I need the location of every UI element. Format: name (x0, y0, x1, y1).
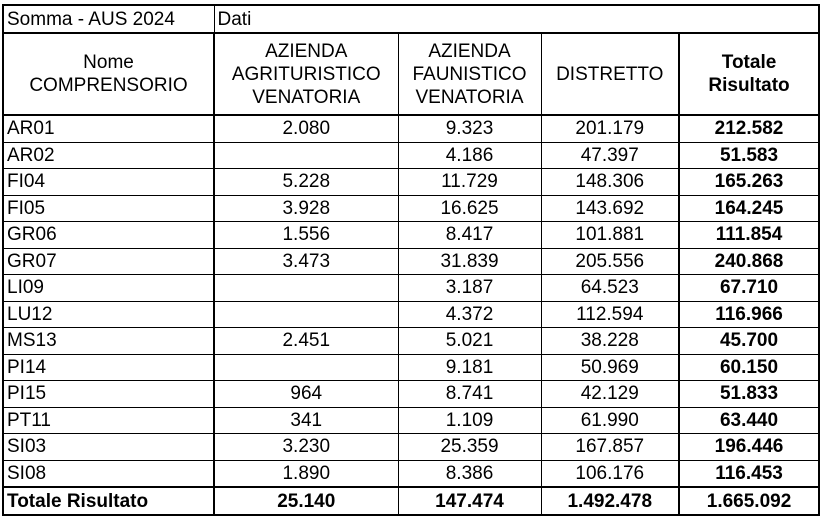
distretto-cell[interactable]: 50.969 (541, 354, 679, 381)
table-row (3, 275, 819, 302)
row-total-cell[interactable]: 240.868 (679, 248, 819, 275)
row-name-cell[interactable]: PT11 (3, 407, 214, 434)
agrituristico-cell[interactable]: 2.080 (214, 115, 398, 142)
row-total-cell[interactable]: 164.245 (679, 195, 819, 222)
row-name-cell[interactable]: AR02 (3, 142, 214, 169)
data-field-label[interactable]: Dati (214, 5, 819, 33)
distretto-cell[interactable]: 64.523 (541, 275, 679, 302)
agrituristico-cell[interactable] (214, 354, 398, 381)
agrituristico-cell[interactable]: 1.556 (214, 222, 398, 249)
row-name-cell[interactable]: FI04 (3, 169, 214, 196)
pivot-table (2, 4, 820, 516)
table-row (3, 301, 819, 328)
faunistico-cell[interactable]: 9.323 (398, 115, 541, 142)
table-row (3, 142, 819, 169)
distretto-cell[interactable]: 38.228 (541, 328, 679, 355)
row-total-cell[interactable]: 165.263 (679, 169, 819, 196)
distretto-cell[interactable]: 42.129 (541, 381, 679, 408)
row-name-cell[interactable]: GR07 (3, 248, 214, 275)
row-total-cell[interactable]: 51.833 (679, 381, 819, 408)
row-total-cell[interactable]: 111.854 (679, 222, 819, 249)
grand-total-agrituristico[interactable]: 25.140 (214, 487, 398, 515)
row-total-cell[interactable]: 196.446 (679, 434, 819, 461)
agrituristico-cell[interactable]: 1.890 (214, 460, 398, 487)
row-name-cell[interactable]: SI08 (3, 460, 214, 487)
distretto-cell[interactable]: 47.397 (541, 142, 679, 169)
grand-total-label[interactable]: Totale Risultato (3, 487, 214, 515)
table-row (3, 222, 819, 249)
faunistico-cell[interactable]: 8.417 (398, 222, 541, 249)
faunistico-cell[interactable]: 25.359 (398, 434, 541, 461)
grand-total-row (3, 487, 819, 515)
agrituristico-cell[interactable]: 3.928 (214, 195, 398, 222)
row-total-cell[interactable]: 67.710 (679, 275, 819, 302)
row-name-cell[interactable]: LI09 (3, 275, 214, 302)
row-total-cell[interactable]: 116.966 (679, 301, 819, 328)
row-name-cell[interactable]: FI05 (3, 195, 214, 222)
faunistico-cell[interactable]: 8.741 (398, 381, 541, 408)
row-name-cell[interactable]: PI14 (3, 354, 214, 381)
row-name-cell[interactable]: GR06 (3, 222, 214, 249)
faunistico-cell[interactable]: 9.181 (398, 354, 541, 381)
table-row (3, 248, 819, 275)
distretto-cell[interactable]: 205.556 (541, 248, 679, 275)
faunistico-cell[interactable]: 5.021 (398, 328, 541, 355)
pivot-title-row (3, 5, 819, 33)
row-total-cell[interactable]: 212.582 (679, 115, 819, 142)
agrituristico-cell[interactable] (214, 301, 398, 328)
col-header-agrituristico[interactable]: AZIENDA AGRITURISTICO VENATORIA (214, 33, 398, 115)
col-header-distretto[interactable]: DISTRETTO (541, 33, 679, 115)
table-row (3, 328, 819, 355)
table-row (3, 354, 819, 381)
distretto-cell[interactable]: 101.881 (541, 222, 679, 249)
agrituristico-cell[interactable]: 2.451 (214, 328, 398, 355)
agrituristico-cell[interactable] (214, 142, 398, 169)
row-name-cell[interactable]: PI15 (3, 381, 214, 408)
row-header-nome-comprensorio[interactable]: Nome COMPRENSORIO (3, 33, 214, 115)
agrituristico-cell[interactable]: 964 (214, 381, 398, 408)
grand-total-faunistico[interactable]: 147.474 (398, 487, 541, 515)
table-row (3, 169, 819, 196)
faunistico-cell[interactable]: 3.187 (398, 275, 541, 302)
distretto-cell[interactable]: 61.990 (541, 407, 679, 434)
row-total-cell[interactable]: 51.583 (679, 142, 819, 169)
agrituristico-cell[interactable]: 5.228 (214, 169, 398, 196)
row-total-cell[interactable]: 63.440 (679, 407, 819, 434)
grand-total-value[interactable]: 1.665.092 (679, 487, 819, 515)
row-name-cell[interactable]: SI03 (3, 434, 214, 461)
agrituristico-cell[interactable]: 3.473 (214, 248, 398, 275)
row-total-cell[interactable]: 45.700 (679, 328, 819, 355)
faunistico-cell[interactable]: 4.186 (398, 142, 541, 169)
table-row (3, 460, 819, 487)
faunistico-cell[interactable]: 1.109 (398, 407, 541, 434)
faunistico-cell[interactable]: 4.372 (398, 301, 541, 328)
faunistico-cell[interactable]: 11.729 (398, 169, 541, 196)
row-name-cell[interactable]: MS13 (3, 328, 214, 355)
faunistico-cell[interactable]: 16.625 (398, 195, 541, 222)
agrituristico-cell[interactable]: 3.230 (214, 434, 398, 461)
table-row (3, 381, 819, 408)
distretto-cell[interactable]: 167.857 (541, 434, 679, 461)
table-row (3, 434, 819, 461)
distretto-cell[interactable]: 148.306 (541, 169, 679, 196)
table-row (3, 407, 819, 434)
pivot-title[interactable]: Somma - AUS 2024 (3, 5, 214, 33)
column-header-row (3, 33, 819, 115)
col-header-faunistico[interactable]: AZIENDA FAUNISTICO VENATORIA (398, 33, 541, 115)
table-row (3, 115, 819, 142)
row-total-cell[interactable]: 116.453 (679, 460, 819, 487)
agrituristico-cell[interactable] (214, 275, 398, 302)
faunistico-cell[interactable]: 31.839 (398, 248, 541, 275)
row-name-cell[interactable]: LU12 (3, 301, 214, 328)
distretto-cell[interactable]: 112.594 (541, 301, 679, 328)
col-header-totale[interactable]: Totale Risultato (679, 33, 819, 115)
distretto-cell[interactable]: 201.179 (541, 115, 679, 142)
distretto-cell[interactable]: 106.176 (541, 460, 679, 487)
faunistico-cell[interactable]: 8.386 (398, 460, 541, 487)
distretto-cell[interactable]: 143.692 (541, 195, 679, 222)
grand-total-distretto[interactable]: 1.492.478 (541, 487, 679, 515)
row-total-cell[interactable]: 60.150 (679, 354, 819, 381)
agrituristico-cell[interactable]: 341 (214, 407, 398, 434)
table-row (3, 195, 819, 222)
row-name-cell[interactable]: AR01 (3, 115, 214, 142)
